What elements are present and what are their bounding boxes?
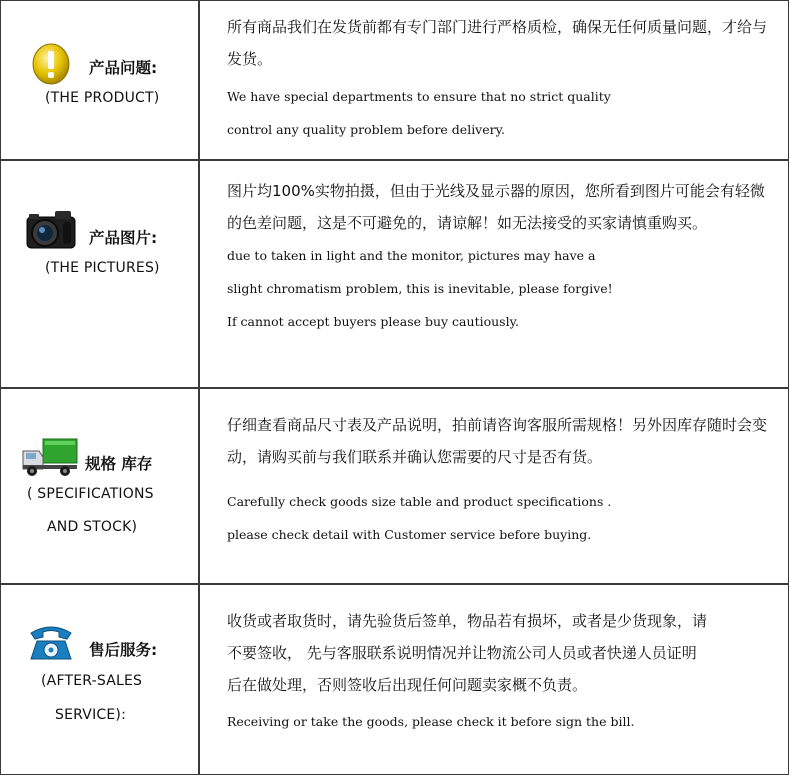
row-pictures-cn-text: 图片均100%实物拍摄，但由于光线及显示器的原因，您所看到图片可能会有轻微的色差问题，这是不可避免的，请谅解！如无法接受的买家请慎重购买。 (227, 182, 765, 232)
row-pictures-header (1, 161, 198, 389)
camera-icon (25, 208, 77, 255)
telephone-icon (27, 621, 75, 668)
row-product-title-en: (THE PRODUCT) (45, 90, 160, 106)
row-after-sales (1, 583, 788, 774)
row-product-cn-text: 所有商品我们在发货前都有专门部门进行严格质检，确保无任何质量问题，才给与发货。 (227, 18, 768, 68)
row-product-title-cn: 产品问题: (89, 59, 158, 77)
row-product (1, 1, 788, 161)
row-specifications-en-line: Carefully check goods size table and product specifications . (227, 494, 612, 509)
row-product-header (1, 1, 198, 161)
row-after-sales-en-line: Receiving or take the goods, please check it before sign the bill. (227, 714, 635, 729)
row-pictures-en-line: If cannot accept buyers please buy cautiously. (227, 314, 519, 329)
exclamation-icon (31, 43, 71, 90)
row-pictures-title-cn: 产品图片: (89, 229, 158, 247)
row-pictures (1, 159, 788, 389)
column-divider (198, 1, 200, 161)
row-pictures-en-line: slight chromatism problem, this is inevitable, please forgive! (227, 281, 613, 296)
column-divider (198, 585, 200, 774)
row-after-sales-body (227, 585, 780, 774)
row-pictures-body (227, 161, 780, 389)
row-specifications-header (1, 389, 198, 585)
truck-icon (21, 437, 79, 482)
row-product-en-line: We have special departments to ensure that no strict quality (227, 89, 611, 104)
row-after-sales-title-en-2: SERVICE): (55, 707, 127, 723)
row-after-sales-cn-line: 收货或者取货时，请先验货后签单，物品若有损坏，或者是少货现象，请 (227, 612, 708, 630)
column-divider (198, 161, 200, 389)
row-pictures-title-en: (THE PICTURES) (45, 260, 160, 276)
row-specifications (1, 387, 788, 585)
row-product-body (227, 1, 780, 161)
row-specifications-cn-text: 仔细查看商品尺寸表及产品说明，拍前请咨询客服所需规格！另外因库存随时会变动，请购买前与我们联系并确认您需要的尺寸是否有货。 (227, 416, 768, 466)
row-after-sales-title-en-1: (AFTER-SALES (41, 673, 143, 689)
row-specifications-title-en-2: AND STOCK) (47, 519, 138, 535)
row-pictures-en-line: due to taken in light and the monitor, pictures may have a (227, 248, 596, 263)
row-specifications-title-en-1: ( SPECIFICATIONS (27, 486, 154, 502)
row-product-en-line: control any quality problem before delivery. (227, 122, 505, 137)
row-after-sales-cn-line: 后在做处理，否则签收后出现任何问题卖家概不负责。 (227, 676, 588, 694)
row-specifications-body (227, 389, 780, 585)
column-divider (198, 389, 200, 585)
row-after-sales-header (1, 585, 198, 774)
row-after-sales-cn-line: 不要签收， 先与客服联系说明情况并让物流公司人员或者快递人员证明 (227, 644, 697, 662)
row-after-sales-title-cn: 售后服务: (89, 641, 158, 659)
row-specifications-en-line: please check detail with Customer service before buying. (227, 527, 592, 542)
row-specifications-title-cn: 规格 库存 (85, 455, 153, 473)
